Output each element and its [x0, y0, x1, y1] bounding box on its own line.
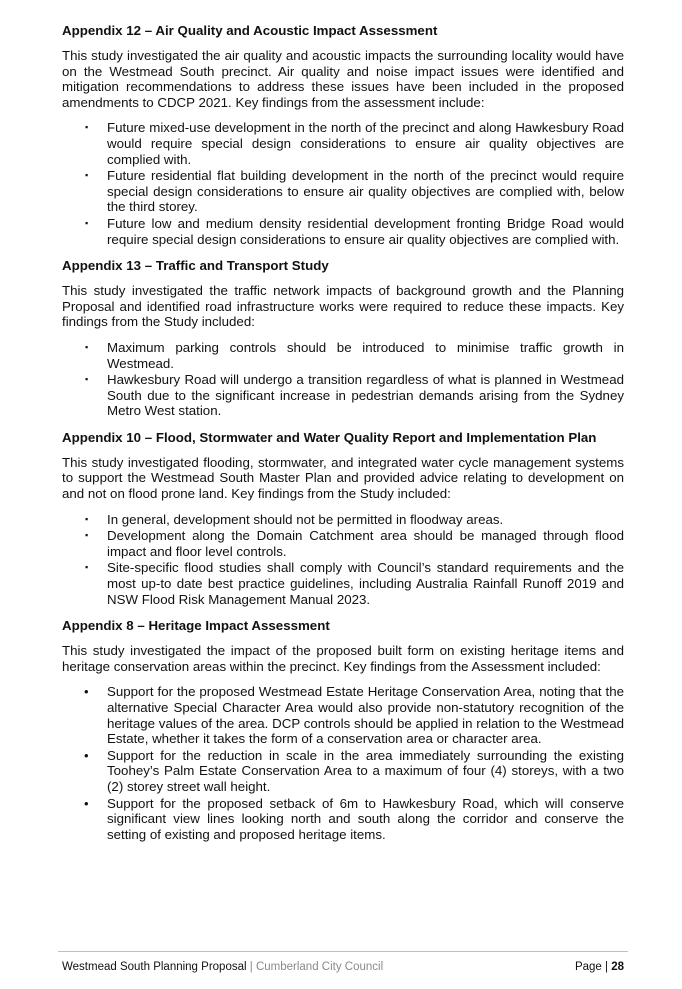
section-heading: Appendix 10 – Flood, Stormwater and Water Quality Report and Implementation Plan	[62, 429, 597, 445]
list-item-text: Future low and medium density residential development fronting Bridge Road would require special design considerations to ensure air quality objectives are complied with.	[107, 215, 624, 247]
section-heading: Appendix 8 – Heritage Impact Assessment	[62, 618, 330, 634]
list-item-text: In general, development should not be permitted in floodway areas.	[107, 511, 504, 527]
square-bullet-icon: ▪	[85, 562, 89, 573]
page-content	[62, 22, 624, 852]
square-bullet-icon: ▪	[85, 513, 89, 524]
square-bullet-icon: ▪	[85, 170, 89, 181]
list-item-text: Support for the proposed setback of 6m to Hawkesbury Road, which will conserve significant view lines looking north and south along the corridor and conserve the setting of existing and proposed heritage items.	[107, 795, 624, 842]
footer-document-title: Westmead South Planning Proposal	[62, 961, 247, 973]
list-item	[62, 120, 624, 167]
list-item	[62, 796, 624, 843]
list-item	[62, 216, 624, 247]
list-item-text: Future mixed-use development in the north of the precinct and along Hawkesbury Road would require special design considerations to ensure air quality objectives are complied with.	[107, 120, 624, 167]
list-item	[62, 512, 624, 528]
section-intro: This study investigated the traffic network impacts of background growth and the Planning Proposal and identified road infrastructure works were required to reduce these impacts. Key findings from the Study included:	[62, 283, 624, 330]
section-heading: Appendix 12 – Air Quality and Acoustic Impact Assessment	[62, 23, 438, 38]
list-item-text: Development along the Domain Catchment area should be managed through flood impact and floor level controls.	[107, 528, 624, 559]
section-intro: This study investigated flooding, stormwater, and integrated water cycle management systems to support the Westmead South Master Plan and provided advice relating to development on and not on flood prone land. Key findings from the Study included:	[62, 454, 624, 502]
list-item-text: Support for the proposed Westmead Estate Heritage Conservation Area, noting that the alternative Special Character Area would also provide non-statutory recognition of the heritage values of the area. DCP controls should be applied in relation to the Westmead Estate, whether it takes the form of a conservation area or character area.	[107, 684, 624, 747]
square-bullet-icon: ▪	[85, 217, 89, 228]
list-item	[62, 748, 624, 795]
square-bullet-icon: ▪	[85, 341, 89, 352]
page-footer	[62, 960, 624, 974]
list-item-text: Support for the reduction in scale in the area immediately surrounding the existing Toohey’s Palm Estate Conservation Area to a maximum of four (4) storeys, with a two (2) storey street wall height.	[107, 747, 624, 794]
footer-divider	[58, 951, 628, 952]
round-bullet-icon: •	[84, 747, 89, 763]
section-intro: This study investigated the impact of the proposed built form on existing heritage items and heritage conservation areas within the precinct. Key findings from the Assessment included:	[62, 643, 624, 674]
square-bullet-icon: ▪	[85, 374, 89, 385]
round-bullet-icon: •	[84, 795, 89, 811]
findings-list	[62, 120, 624, 247]
findings-list	[62, 684, 624, 842]
findings-list	[62, 512, 624, 608]
list-item	[62, 168, 624, 215]
section-intro: This study investigated the air quality and acoustic impacts the surrounding locality would have on the Westmead South precinct. Air quality and noise impact issues were identified and mitigation recommendations to address these issues have been included in the proposed amendments to CDCP 2021. Key findings from the assessment include:	[62, 48, 624, 110]
page-label: Page	[574, 961, 602, 973]
page-number-label: Page | 28	[574, 961, 624, 973]
list-item	[62, 560, 624, 607]
list-item	[62, 372, 624, 419]
square-bullet-icon: ▪	[85, 530, 89, 541]
footer-council-name: Cumberland City Council	[255, 961, 384, 973]
footer-separator: |	[249, 961, 253, 973]
page-number: 28	[611, 961, 624, 973]
findings-list	[62, 340, 624, 419]
list-item-text: Site-specific flood studies shall comply with Council’s standard requirements and the most up-to date best practice guidelines, including Australia Rainfall Runoff 2019 and NSW Flood Risk Management Manual 2023.	[107, 560, 624, 607]
list-item-text: Hawkesbury Road will undergo a transition regardless of what is planned in Westmead South due to the significant increase in pedestrian demands arising from the Sydney Metro West station.	[107, 372, 624, 419]
section-heading: Appendix 13 – Traffic and Transport Study	[62, 258, 329, 274]
list-item-text: Maximum parking controls should be introduced to minimise traffic growth in Westmead.	[107, 339, 624, 371]
round-bullet-icon: •	[84, 684, 89, 700]
list-item	[62, 684, 624, 746]
square-bullet-icon: ▪	[85, 122, 89, 133]
list-item-text: Future residential flat building development in the north of the precinct would require special design considerations to ensure air quality objectives are complied with, below the third storey.	[107, 168, 624, 215]
list-item	[62, 340, 624, 371]
list-item	[62, 528, 624, 559]
